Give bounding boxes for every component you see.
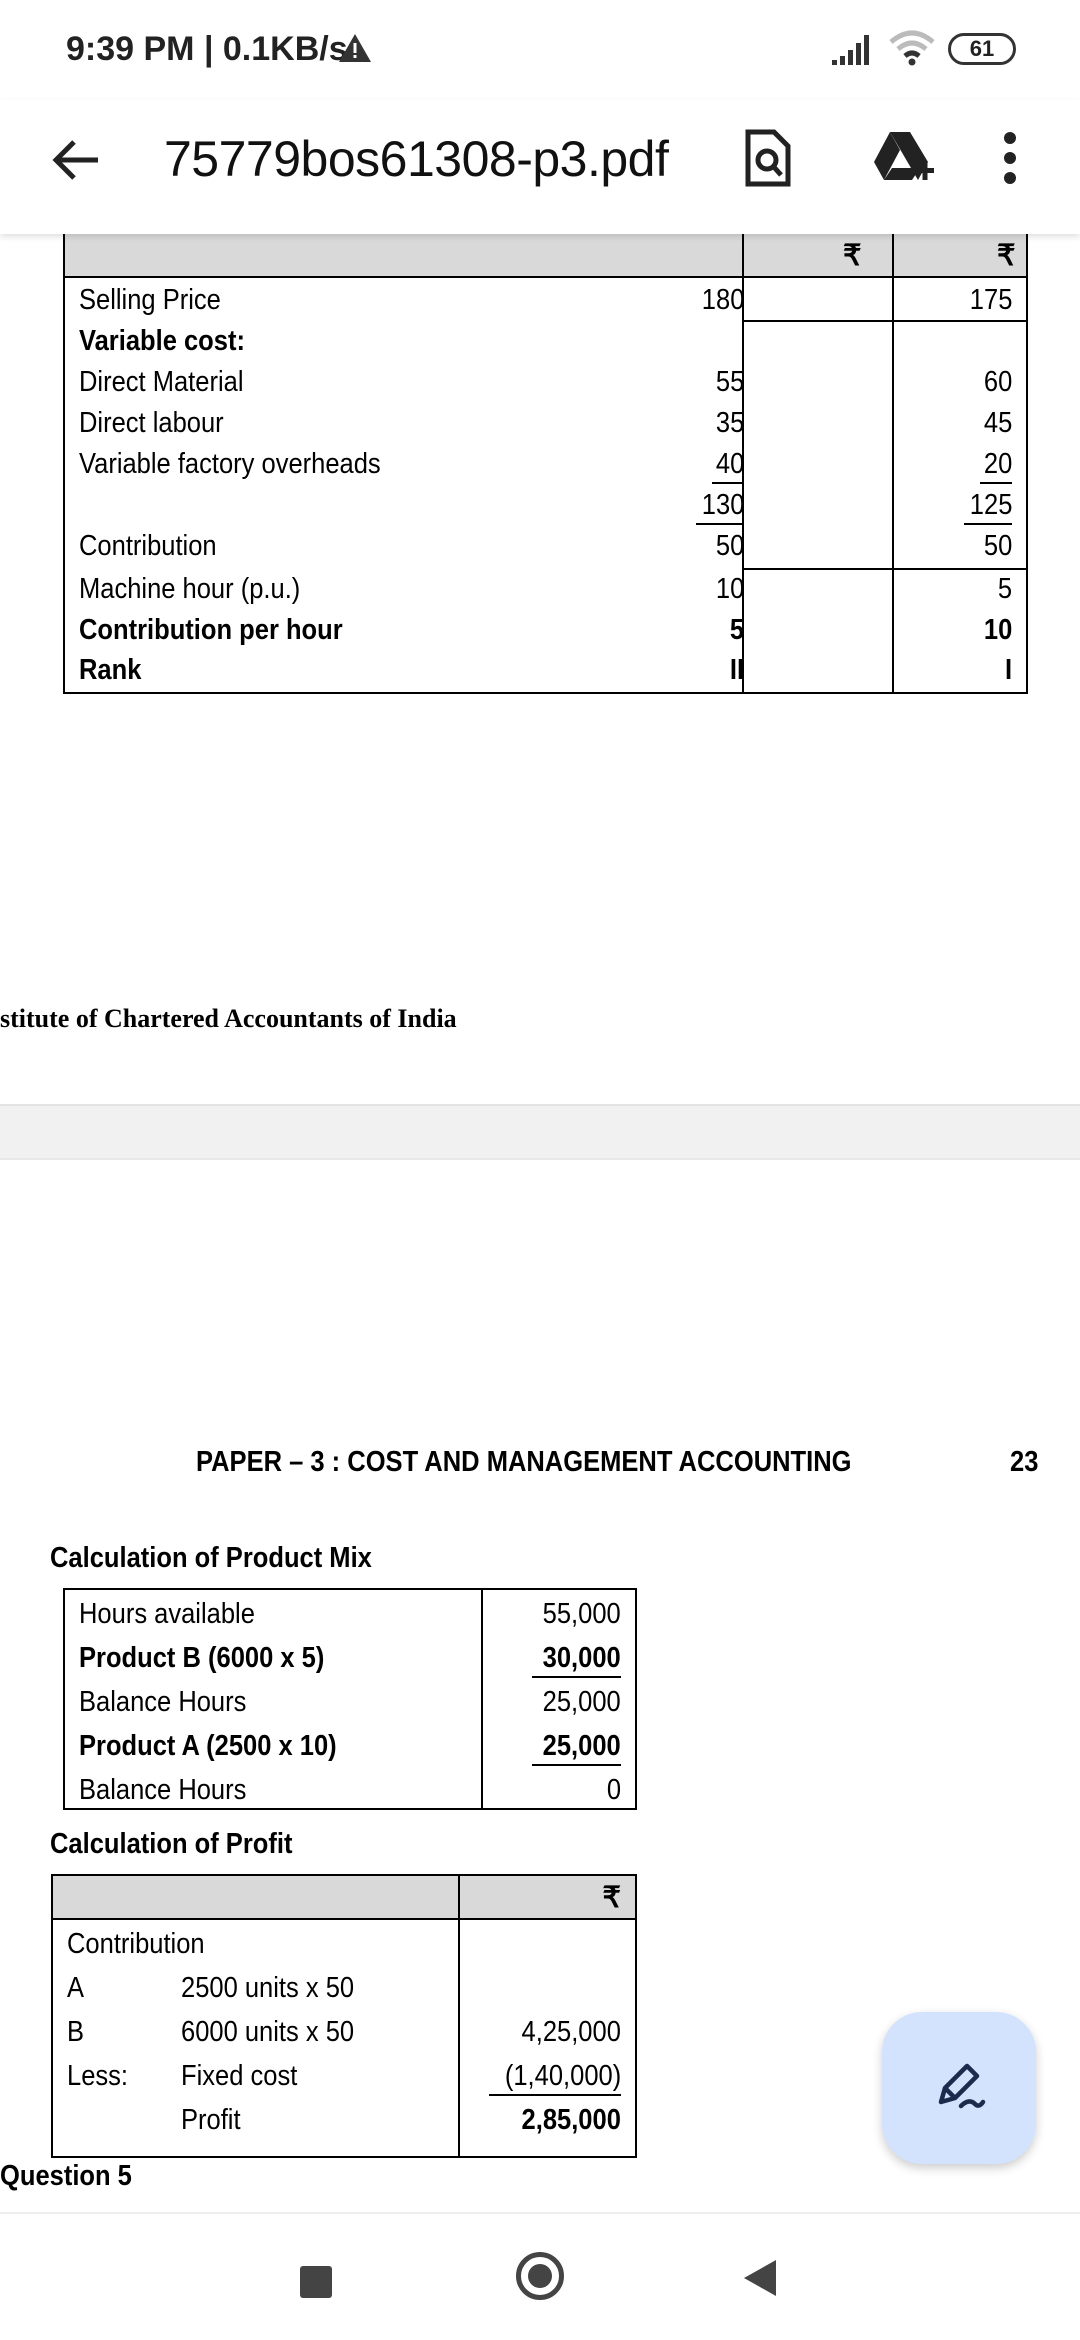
row-label: Machine hour (p.u.) (79, 573, 301, 605)
table-header-row (65, 234, 1026, 278)
row-label: Product A (2500 x 10) (79, 1730, 337, 1762)
contribution-table (63, 234, 1028, 694)
row-label: Hours available (79, 1598, 255, 1630)
row-label: Balance Hours (79, 1774, 247, 1806)
value-a: 5 (729, 614, 744, 646)
currency-header: ₹ (602, 1882, 621, 1914)
row-value: 30,000 (542, 1642, 621, 1674)
status-bar (0, 0, 1080, 100)
rank-a: II (729, 654, 744, 686)
total-variable-b: 125 (969, 489, 1012, 521)
value-a: 35 (715, 407, 744, 439)
document-title: 75779bos61308-p3.pdf (164, 131, 669, 187)
row-value: 2,85,000 (521, 2104, 621, 2136)
row-value: 25,000 (542, 1730, 621, 1762)
value-a: 40 (715, 448, 744, 480)
contribution-label: Contribution (67, 1928, 205, 1960)
row-key: Less: (67, 2060, 129, 2092)
pdf-page-upper (0, 234, 1080, 1104)
warning-icon (338, 32, 372, 69)
rank-b: I (1004, 654, 1012, 686)
row-value: (1,40,000) (504, 2060, 621, 2092)
row-label: Direct Material (79, 366, 244, 398)
row-value: 4,25,000 (521, 2016, 621, 2048)
row-value: 0 (606, 1774, 621, 1806)
row-label: Selling Price (79, 284, 221, 316)
page-header-title: PAPER – 3 : COST AND MANAGEMENT ACCOUNTING (196, 1446, 852, 1478)
section-title-product-mix: Calculation of Product Mix (50, 1542, 372, 1574)
row-label: Rank (79, 654, 142, 686)
row-label: Direct labour (79, 407, 224, 439)
page-number: 23 (1010, 1446, 1039, 1478)
currency-header-a: ₹ (843, 240, 862, 272)
battery-indicator: 61 (948, 33, 1016, 65)
value-b: 45 (983, 407, 1012, 439)
value-b: 50 (983, 530, 1012, 562)
row-key: A (67, 1972, 85, 2004)
row-desc: Profit (181, 2104, 241, 2136)
row-value: 55,000 (542, 1598, 621, 1630)
find-in-document-icon[interactable] (742, 128, 794, 193)
row-label: Balance Hours (79, 1686, 247, 1718)
currency-header-b: ₹ (997, 240, 1016, 272)
value-a: 50 (715, 530, 744, 562)
row-desc: 6000 units x 50 (181, 2016, 355, 2048)
row-label: Contribution per hour (79, 614, 343, 646)
page-footer-organisation: stitute of Chartered Accountants of India (0, 1004, 457, 1033)
nav-back-icon[interactable] (742, 2258, 778, 2303)
signal-icon (832, 32, 876, 71)
home-button[interactable] (516, 2252, 564, 2300)
value-b: 10 (983, 614, 1012, 646)
table-header-row (53, 1876, 635, 1920)
row-label: Product B (6000 x 5) (79, 1642, 325, 1674)
back-arrow-icon[interactable] (48, 132, 104, 193)
pen-icon (931, 2058, 987, 2119)
recent-apps-button[interactable] (300, 2266, 332, 2298)
row-label: Contribution (79, 530, 217, 562)
row-value: 25,000 (542, 1686, 621, 1718)
edit-fab-button[interactable] (882, 2012, 1036, 2164)
question-heading: Question 5 (0, 2160, 132, 2192)
value-a: 55 (715, 366, 744, 398)
product-mix-table (63, 1588, 637, 1810)
more-options-icon[interactable] (1002, 128, 1018, 193)
value-b: 5 (997, 573, 1012, 605)
app-bar (0, 100, 1080, 234)
page-separator (0, 1104, 1080, 1160)
value-b: 20 (983, 448, 1012, 480)
row-key: B (67, 2016, 85, 2048)
status-time: 9:39 PM | 0.1KB/s (66, 30, 348, 68)
add-to-drive-icon[interactable] (872, 128, 936, 193)
section-title-profit: Calculation of Profit (50, 1828, 293, 1860)
row-label: Variable factory overheads (79, 448, 381, 480)
profit-table (51, 1874, 637, 2158)
value-b: 60 (983, 366, 1012, 398)
row-desc: Fixed cost (181, 2060, 298, 2092)
total-variable-a: 130 (701, 489, 744, 521)
value-b: 175 (969, 284, 1012, 316)
wifi-icon (888, 30, 936, 71)
value-a: 180 (701, 284, 744, 316)
system-navigation-bar (0, 2212, 1080, 2340)
row-label: Variable cost: (79, 325, 245, 357)
row-desc: 2500 units x 50 (181, 1972, 355, 2004)
value-a: 10 (715, 573, 744, 605)
